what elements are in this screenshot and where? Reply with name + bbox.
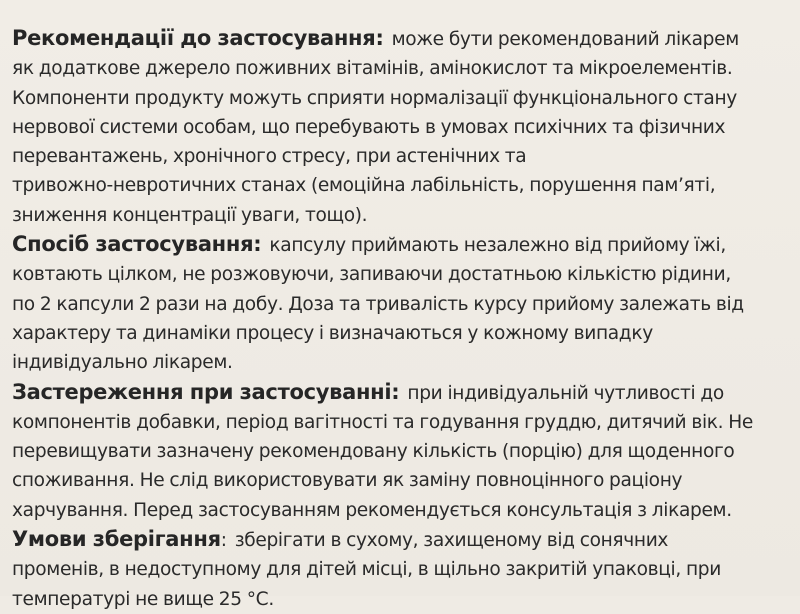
- text-line: Компоненти продукту можуть сприяти нормалізації функціонального стану: [12, 87, 737, 109]
- section-heading: Застереження при застосуванні:: [12, 379, 400, 404]
- section-usage: [12, 230, 782, 377]
- text-line: по 2 капсули 2 рази на добу. Доза та тривалість курсу прийому залежать від: [12, 293, 744, 315]
- text-line: споживання. Не слід використовувати як заміну повноцінного раціону: [12, 470, 683, 492]
- text-line: компонентів добавки, період вагітності та годування груддю, дитячий вік. Не: [12, 411, 753, 433]
- text-line: індивідуально лікарем.: [12, 352, 233, 374]
- text-line: нервової системи особам, що перебувають в умовах психічних та фізичних: [12, 116, 726, 138]
- text-line: як додаткове джерело поживних вітамінів, амінокислот та мікроелементів.: [12, 58, 733, 80]
- section-recommendations: [12, 24, 782, 230]
- text-span: зберігати в сухому, захищеному від сонячних: [234, 530, 669, 552]
- section-warnings: [12, 378, 782, 525]
- text-line: температурі не вище 25 °С.: [12, 588, 274, 610]
- text-line: тривожно-невротичних станах (емоційна лабільність, порушення пам’яті,: [12, 175, 716, 197]
- section-heading: Рекомендації до застосування:: [12, 26, 384, 50]
- text-line: ковтають цілком, не розжовуючи, запиваючи достатньою кількістю рідини,: [12, 264, 731, 286]
- text-line: перевантажень, хронічного стресу, при астенічних та: [12, 146, 527, 168]
- text-line: променів, в недоступному для дітей місці, в щільно закритій упаковці, при: [12, 559, 721, 581]
- section-storage: [12, 525, 782, 614]
- text-span: при індивідуальній чутливості до: [407, 382, 724, 404]
- text-line: характеру та динаміки процесу і визначаються у кожному випадку: [12, 322, 653, 344]
- text-line: зниження концентрації уваги, тощо).: [12, 204, 368, 226]
- text-span: може бути рекомендований лікарем: [391, 29, 739, 50]
- text-line: [12, 378, 782, 408]
- text-span: капсулу приймають незалежно від прийому їжі,: [269, 235, 726, 257]
- text-line: [12, 230, 782, 260]
- section-heading: Умови зберігання: [12, 527, 221, 552]
- text-line: харчування. Перед застосуванням рекомендується консультація з лікарем.: [12, 499, 732, 521]
- text-line: [12, 525, 782, 555]
- section-heading: Спосіб застосування:: [12, 232, 262, 257]
- text-line: перевищувати зазначену рекомендовану кількість (порцію) для щоденного: [12, 441, 735, 463]
- text-line: [12, 24, 782, 54]
- heading-colon: :: [220, 530, 227, 552]
